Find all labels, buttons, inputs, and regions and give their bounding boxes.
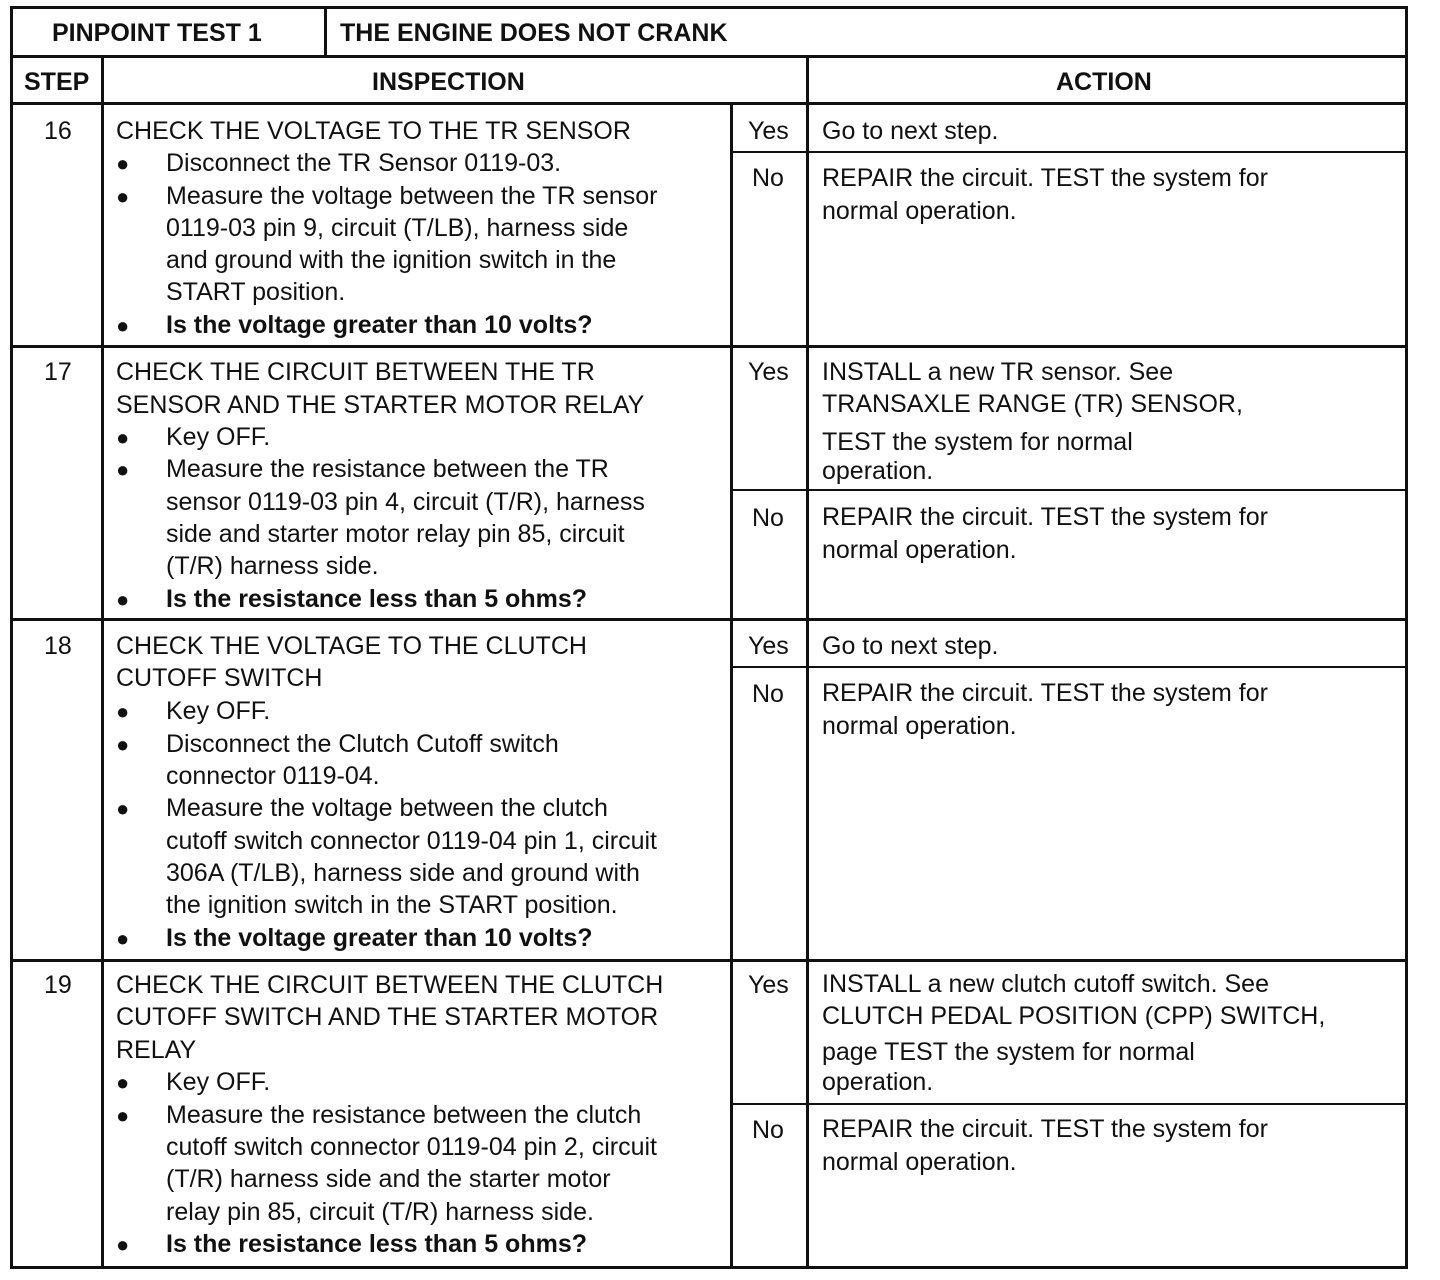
- bullet-icon: ●: [116, 926, 130, 951]
- bullet-line: sensor 0119-03 pin 4, circuit (T/R), harness: [166, 488, 645, 516]
- yes-label: Yes: [748, 358, 789, 386]
- yes-label: Yes: [748, 632, 789, 660]
- step-title-line: SENSOR AND THE STARTER MOTOR RELAY: [116, 391, 645, 419]
- bullet-question: Is the voltage greater than 10 volts?: [166, 311, 593, 339]
- no-action-line: normal operation.: [822, 712, 1017, 740]
- step-title-line: CHECK THE CIRCUIT BETWEEN THE CLUTCH: [116, 971, 664, 999]
- yes-action-line: Go to next step.: [822, 117, 999, 145]
- column-header-inspection: INSPECTION: [372, 68, 525, 96]
- divider: [10, 618, 1408, 621]
- no-action-line: REPAIR the circuit. TEST the system for: [822, 679, 1268, 707]
- no-action-line: REPAIR the circuit. TEST the system for: [822, 503, 1268, 531]
- bullet-icon: ●: [116, 313, 130, 338]
- divider: [730, 104, 733, 1268]
- no-action-line: REPAIR the circuit. TEST the system for: [822, 164, 1268, 192]
- test-label: PINPOINT TEST 1: [52, 19, 262, 47]
- bullet-line: 0119-03 pin 9, circuit (T/LB), harness side: [166, 214, 629, 242]
- no-label: No: [752, 504, 784, 532]
- yes-action-line: INSTALL a new clutch cutoff switch. See: [822, 970, 1269, 998]
- step-title-line: RELAY: [116, 1036, 197, 1064]
- bullet-question: Is the resistance less than 5 ohms?: [166, 585, 587, 613]
- divider: [324, 8, 327, 56]
- bullet-icon: ●: [116, 425, 130, 450]
- bullet-line: side and starter motor relay pin 85, circuit: [166, 520, 625, 548]
- no-label: No: [752, 1116, 784, 1144]
- bullet-line: cutoff switch connector 0119-04 pin 2, circuit: [166, 1133, 658, 1161]
- yes-action-line: operation.: [822, 457, 934, 485]
- bullet-line: Measure the resistance between the TR: [166, 455, 609, 483]
- bullet-icon: ●: [116, 184, 130, 209]
- divider: [10, 55, 1408, 58]
- bullet-icon: ●: [116, 1232, 130, 1257]
- bullet-line: Key OFF.: [166, 1068, 271, 1096]
- bullet-line: 306A (T/LB), harness side and ground with: [166, 859, 640, 887]
- bullet-line: relay pin 85, circuit (T/R) harness side.: [166, 1198, 594, 1226]
- step-title-line: CUTOFF SWITCH: [116, 664, 323, 692]
- bullet-line: Disconnect the TR Sensor 0119-03.: [166, 149, 562, 177]
- no-action-line: normal operation.: [822, 536, 1017, 564]
- divider: [10, 345, 1408, 348]
- bullet-icon: ●: [116, 151, 130, 176]
- divider: [731, 489, 1408, 491]
- step-number: 18: [44, 632, 72, 660]
- bullet-line: Disconnect the Clutch Cutoff switch: [166, 730, 559, 758]
- bullet-line: Measure the resistance between the clutch: [166, 1101, 642, 1129]
- no-action-line: normal operation.: [822, 197, 1017, 225]
- divider: [101, 56, 104, 1268]
- no-label: No: [752, 164, 784, 192]
- yes-action-line: TRANSAXLE RANGE (TR) SENSOR,: [822, 390, 1243, 418]
- bullet-icon: ●: [116, 732, 130, 757]
- bullet-line: (T/R) harness side and the starter motor: [166, 1165, 611, 1193]
- bullet-question: Is the resistance less than 5 ohms?: [166, 1230, 587, 1258]
- yes-action-line: TEST the system for normal: [822, 428, 1133, 456]
- bullet-line: START position.: [166, 278, 346, 306]
- step-number: 16: [44, 117, 72, 145]
- step-number: 17: [44, 358, 72, 386]
- bullet-icon: ●: [116, 796, 130, 821]
- divider: [806, 56, 809, 1268]
- yes-action-line: CLUTCH PEDAL POSITION (CPP) SWITCH,: [822, 1002, 1326, 1030]
- step-title-line: CHECK THE CIRCUIT BETWEEN THE TR: [116, 358, 595, 386]
- bullet-line: and ground with the ignition switch in the: [166, 246, 617, 274]
- bullet-line: Measure the voltage between the TR sensor: [166, 182, 658, 210]
- bullet-icon: ●: [116, 1103, 130, 1128]
- bullet-line: the ignition switch in the START position.: [166, 891, 618, 919]
- bullet-icon: ●: [116, 587, 130, 612]
- bullet-line: Key OFF.: [166, 697, 271, 725]
- bullet-question: Is the voltage greater than 10 volts?: [166, 924, 593, 952]
- bullet-line: Measure the voltage between the clutch: [166, 794, 608, 822]
- divider: [10, 102, 1408, 105]
- test-title: THE ENGINE DOES NOT CRANK: [340, 19, 728, 47]
- bullet-icon: ●: [116, 1070, 130, 1095]
- yes-label: Yes: [748, 971, 789, 999]
- no-action-line: normal operation.: [822, 1148, 1017, 1176]
- divider: [731, 1103, 1408, 1105]
- bullet-line: connector 0119-04.: [166, 762, 380, 790]
- yes-action-line: page TEST the system for normal: [822, 1038, 1195, 1066]
- yes-action-line: INSTALL a new TR sensor. See: [822, 358, 1174, 386]
- bullet-line: cutoff switch connector 0119-04 pin 1, circuit: [166, 827, 658, 855]
- column-header-step: STEP: [24, 68, 90, 96]
- bullet-icon: ●: [116, 699, 130, 724]
- column-header-action: ACTION: [1056, 68, 1152, 96]
- bullet-line: (T/R) harness side.: [166, 552, 379, 580]
- no-label: No: [752, 680, 784, 708]
- divider: [10, 959, 1408, 962]
- step-number: 19: [44, 971, 72, 999]
- yes-label: Yes: [748, 117, 789, 145]
- bullet-icon: ●: [116, 457, 130, 482]
- yes-action-line: Go to next step.: [822, 632, 999, 660]
- step-title-line: CHECK THE VOLTAGE TO THE CLUTCH: [116, 632, 587, 660]
- step-title-line: CHECK THE VOLTAGE TO THE TR SENSOR: [116, 117, 631, 145]
- divider: [731, 666, 1408, 668]
- step-title-line: CUTOFF SWITCH AND THE STARTER MOTOR: [116, 1003, 659, 1031]
- no-action-line: REPAIR the circuit. TEST the system for: [822, 1115, 1268, 1143]
- bullet-line: Key OFF.: [166, 423, 271, 451]
- yes-action-line: operation.: [822, 1068, 934, 1096]
- divider: [731, 151, 1408, 153]
